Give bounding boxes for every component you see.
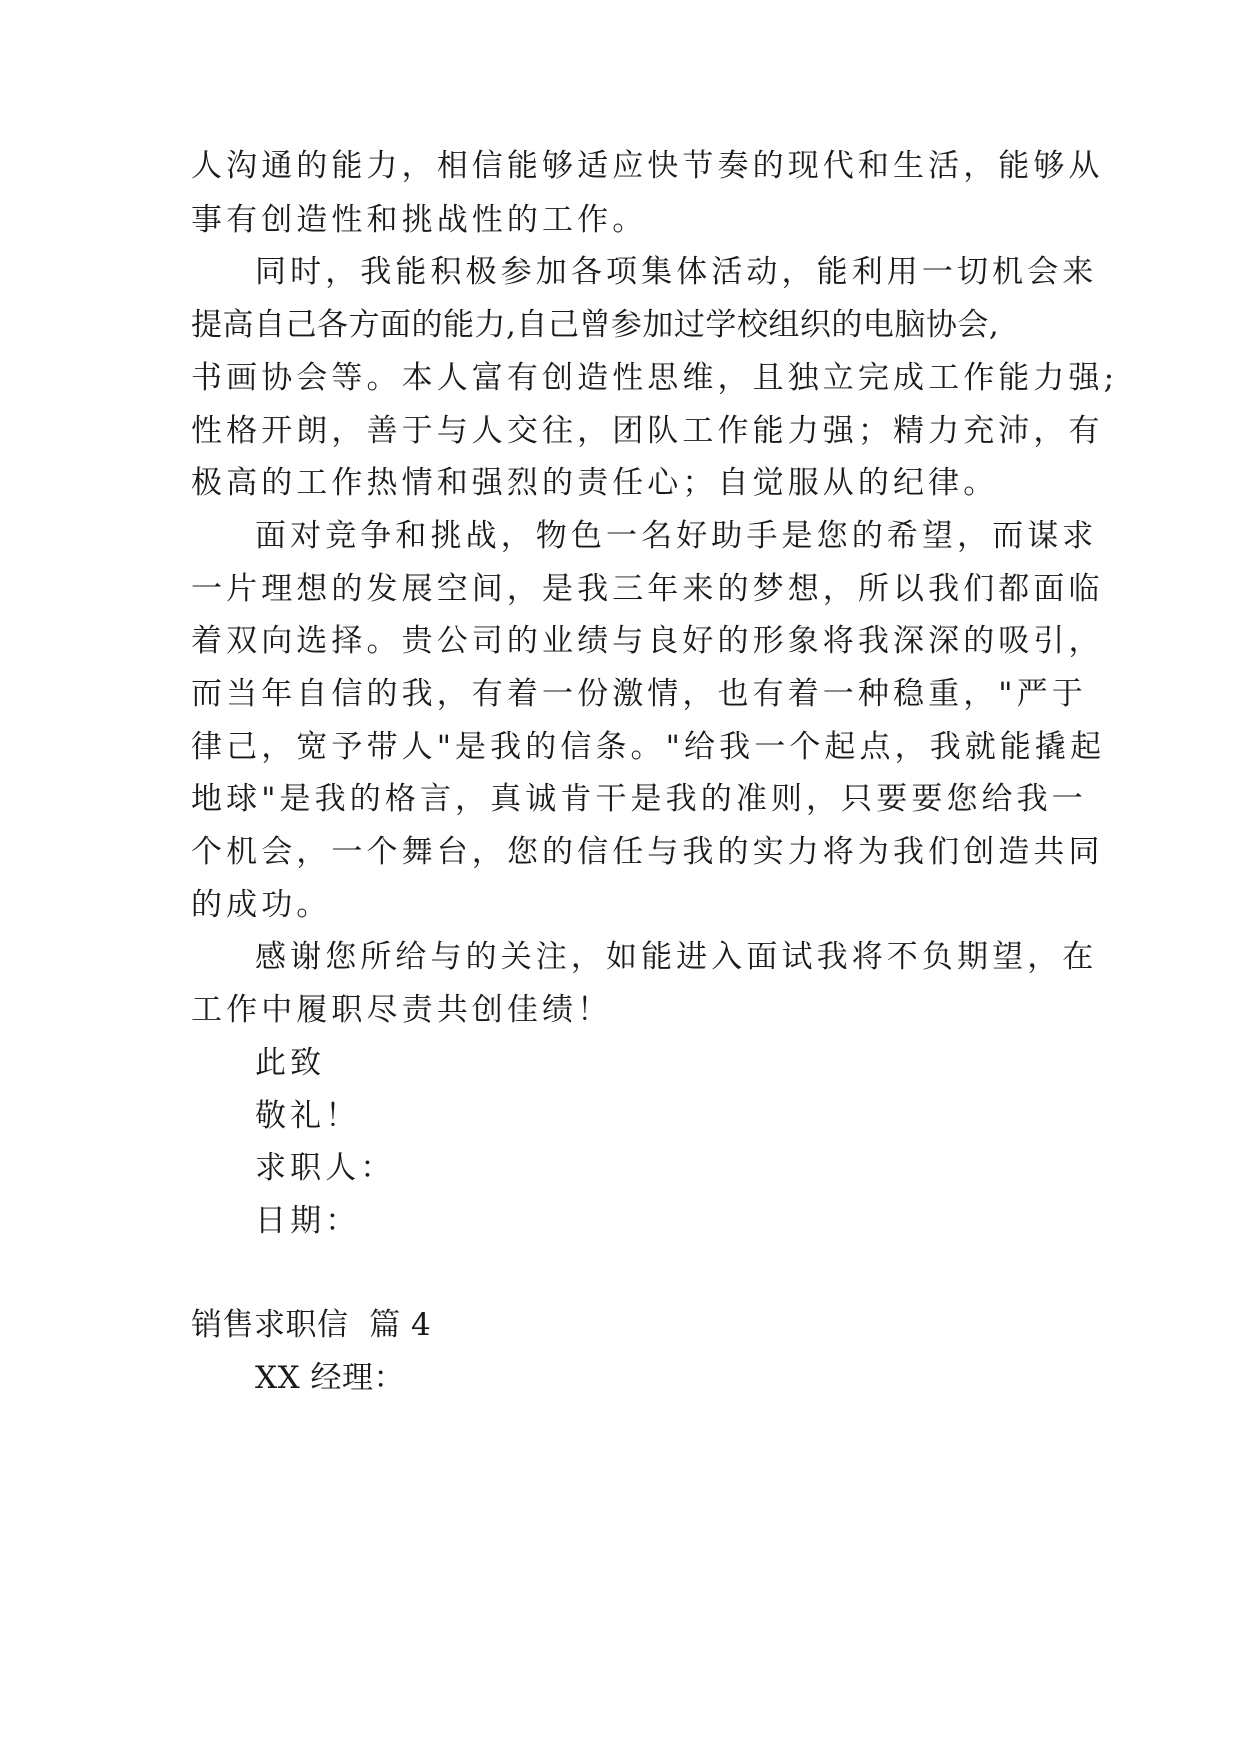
body-text-line: 着双向选择。贵公司的业绩与良好的形象将我深深的吸引， (191, 623, 1104, 659)
date-label: 日期： (255, 1203, 361, 1239)
body-text-line: 提高自己各方面的能力,自己曾参加过学校组织的电脑协会, (191, 307, 1000, 343)
applicant-label: 求职人： (255, 1150, 396, 1186)
recipient-greeting: XX 经理： (255, 1360, 405, 1396)
body-text-line: 同时，我能积极参加各项集体活动，能利用一切机会来 (255, 254, 1098, 290)
body-text-line: 感谢您所给与的关注，如能进入面试我将不负期望，在 (255, 939, 1098, 975)
body-text-line: 人沟通的能力，相信能够适应快节奏的现代和生活，能够从 (191, 148, 1104, 184)
body-text-line: 一片理想的发展空间，是我三年来的梦想，所以我们都面临 (191, 571, 1104, 607)
body-text-line: 地球"是我的格言，真诚肯干是我的准则，只要要您给我一 (191, 781, 1087, 817)
closing-regards: 敬礼！ (255, 1098, 361, 1134)
body-text-line: 的成功。 (191, 887, 332, 923)
body-text-line: 性格开朗，善于与人交往，团队工作能力强；精力充沛，有 (191, 413, 1104, 449)
body-text-line: 极高的工作热情和强烈的责任心；自觉服从的纪律。 (191, 465, 999, 501)
body-text-line: 个机会，一个舞台，您的信任与我的实力将为我们创造共同 (191, 834, 1104, 870)
body-text-line: 律己，宽予带人"是我的信条。"给我一个起点，我就能撬起 (191, 729, 1106, 765)
section-title: 销售求职信 篇 4 (191, 1307, 432, 1343)
body-text-line: 书画协会等。本人富有创造性思维，且独立完成工作能力强; (191, 360, 1119, 396)
body-text-line: 事有创造性和挑战性的工作。 (191, 202, 648, 238)
closing-salutation: 此致 (255, 1045, 326, 1081)
body-text-line: 而当年自信的我，有着一份激情，也有着一种稳重，"严于 (191, 676, 1087, 712)
body-text-line: 工作中履职尽责共创佳绩！ (191, 992, 613, 1028)
body-text-line: 面对竞争和挑战，物色一名好助手是您的希望，而谋求 (255, 518, 1098, 554)
